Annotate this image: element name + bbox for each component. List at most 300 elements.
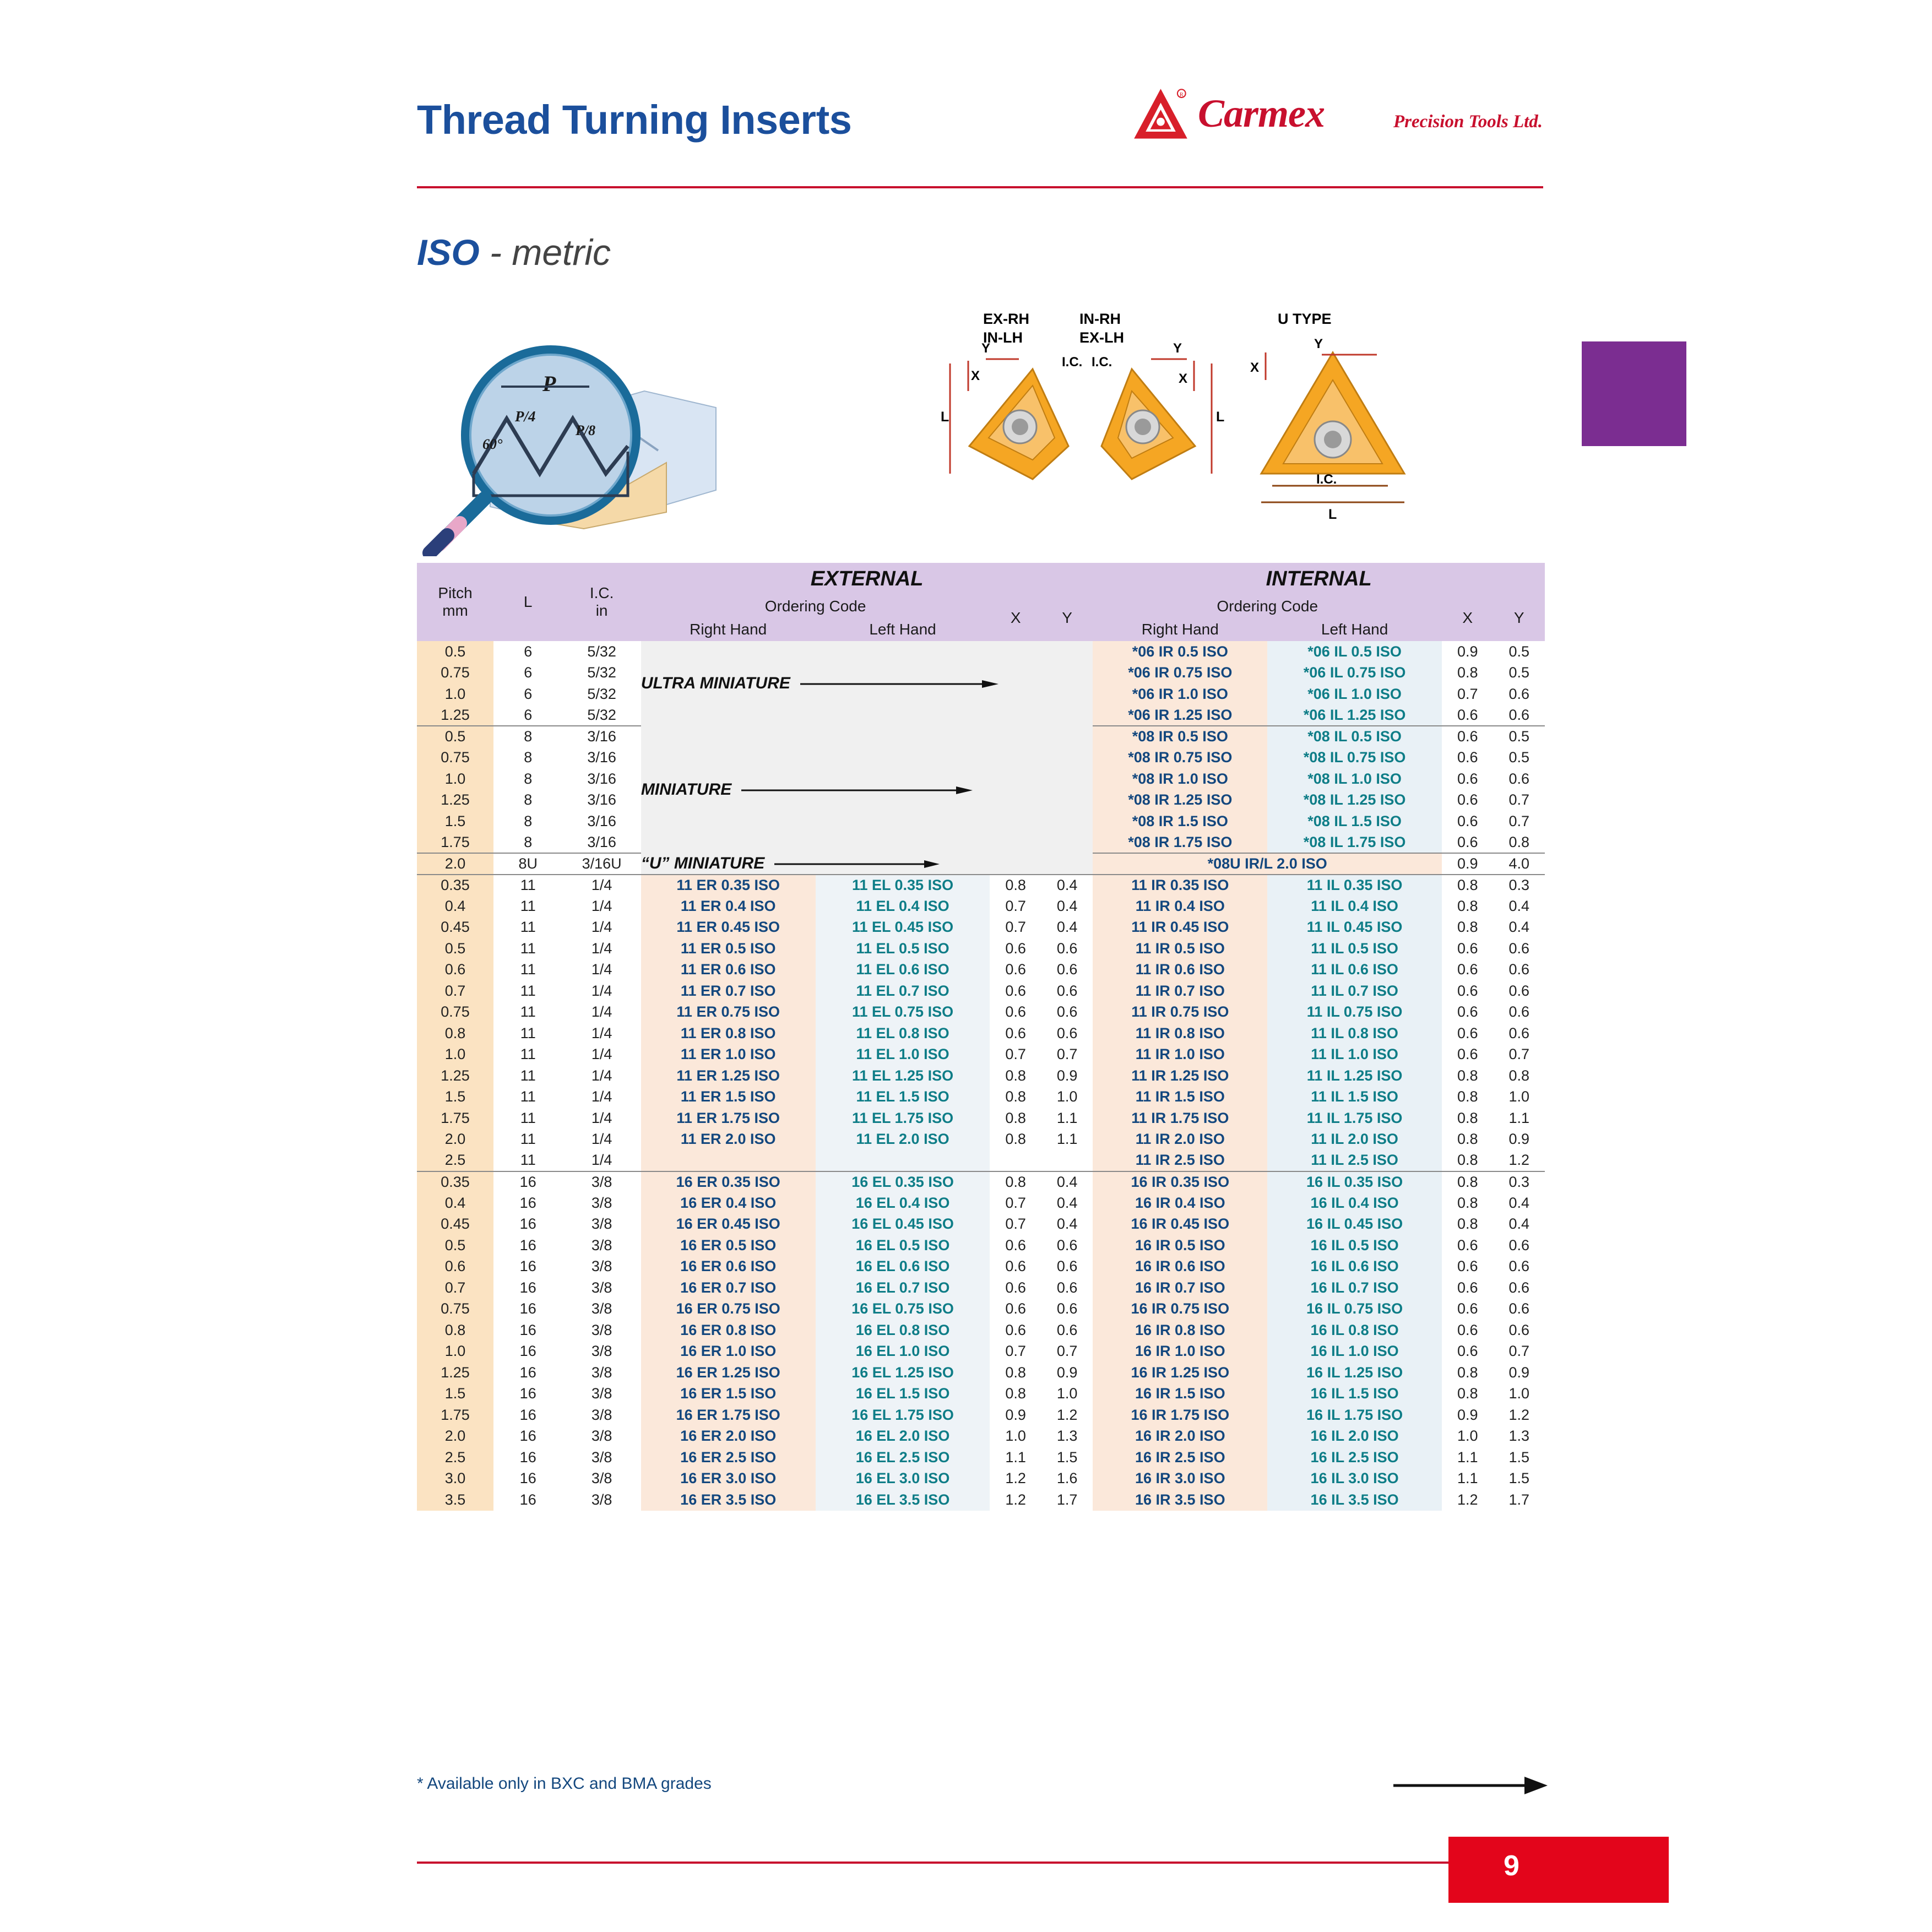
external-x-header: X (1010, 609, 1021, 626)
cell-l: 8 (493, 747, 562, 769)
cell-external-y: 0.6 (1041, 938, 1093, 959)
cell-internal-right-hand: *08 IR 1.5 ISO (1093, 811, 1267, 832)
cell-external-y: 1.3 (1041, 1426, 1093, 1447)
cell-internal-right-hand: *06 IR 0.5 ISO (1093, 641, 1267, 663)
cell-internal-y: 1.0 (1493, 1087, 1545, 1108)
cell-l: 16 (493, 1404, 562, 1426)
cell-internal-right-hand: 16 IR 1.5 ISO (1093, 1383, 1267, 1405)
cell-internal-y: 0.6 (1493, 938, 1545, 959)
cell-internal-left-hand: *06 IL 1.0 ISO (1267, 683, 1442, 705)
brand-subtitle: Precision Tools Ltd. (1393, 112, 1543, 132)
cell-pitch: 0.75 (417, 1002, 493, 1023)
cell-ic: 3/8 (562, 1299, 641, 1320)
table-row (417, 1002, 1545, 1023)
cell-internal-right-hand: 11 IR 1.25 ISO (1093, 1065, 1267, 1087)
cell-external-x: 0.6 (990, 980, 1041, 1002)
cell-pitch: 1.25 (417, 1362, 493, 1383)
cell-internal-right-hand: 11 IR 0.35 ISO (1093, 875, 1267, 896)
cell-external-left-hand: 11 EL 0.4 ISO (816, 896, 990, 917)
cell-internal-y: 1.3 (1493, 1426, 1545, 1447)
cell-external-right-hand: 16 ER 0.35 ISO (641, 1171, 816, 1193)
cell-internal-x: 0.8 (1442, 917, 1493, 938)
cell-external-y: 0.4 (1041, 1214, 1093, 1235)
cell-external-right-hand: 11 ER 0.35 ISO (641, 875, 816, 896)
cell-external-x: 0.7 (990, 1192, 1041, 1214)
cell-external-x: 0.6 (990, 938, 1041, 959)
cell-internal-y: 1.2 (1493, 1404, 1545, 1426)
cell-pitch: 2.5 (417, 1447, 493, 1468)
cell-internal-left-hand: *08 IL 1.5 ISO (1267, 811, 1442, 832)
table-row (417, 1362, 1545, 1383)
cell-ic: 3/8 (562, 1277, 641, 1299)
cell-internal-left-hand: 11 IL 1.0 ISO (1267, 1044, 1442, 1066)
cell-internal-y: 4.0 (1493, 853, 1545, 875)
cell-l: 16 (493, 1447, 562, 1468)
cell-internal-x: 1.2 (1442, 1489, 1493, 1511)
cell-ic: 1/4 (562, 1023, 641, 1044)
cell-l: 16 (493, 1277, 562, 1299)
cell-internal-y: 0.6 (1493, 980, 1545, 1002)
cell-internal-left-hand: 16 IL 3.5 ISO (1267, 1489, 1442, 1511)
cell-external-left-hand (816, 1150, 990, 1171)
cell-internal-x: 0.6 (1442, 980, 1493, 1002)
external-ordering-code-header: Ordering Code (764, 598, 866, 615)
svg-text:P/4: P/4 (515, 408, 536, 425)
svg-text:I.C.: I.C. (1062, 355, 1083, 370)
cell-internal-x: 0.6 (1442, 959, 1493, 981)
cell-internal-x: 0.6 (1442, 1044, 1493, 1066)
cell-pitch: 0.5 (417, 1235, 493, 1256)
cell-external-x: 0.6 (990, 1023, 1041, 1044)
group-header-internal: INTERNAL (1266, 567, 1372, 590)
cell-l: 8 (493, 811, 562, 832)
cell-ic: 1/4 (562, 1150, 641, 1171)
cell-internal-x: 1.1 (1442, 1468, 1493, 1490)
cell-external-y: 0.4 (1041, 875, 1093, 896)
svg-text:IN-LH: IN-LH (983, 329, 1023, 346)
cell-pitch: 0.5 (417, 938, 493, 959)
cell-external-x: 0.8 (990, 1129, 1041, 1150)
cell-internal-left-hand: 16 IL 1.5 ISO (1267, 1383, 1442, 1405)
cell-external-x: 0.6 (990, 1277, 1041, 1299)
cell-internal-right-hand: *06 IR 0.75 ISO (1093, 663, 1267, 684)
cell-internal-y: 1.2 (1493, 1150, 1545, 1171)
cell-external-left-hand: 16 EL 1.25 ISO (816, 1362, 990, 1383)
cell-internal-y: 0.6 (1493, 1277, 1545, 1299)
table-row (417, 1235, 1545, 1256)
iso-metric-insert-table (417, 563, 1545, 1511)
cell-l: 11 (493, 959, 562, 981)
cell-ic: 3/8 (562, 1320, 641, 1341)
cell-pitch: 0.7 (417, 1277, 493, 1299)
cell-external-x: 0.8 (990, 1108, 1041, 1129)
cell-external-y: 0.4 (1041, 896, 1093, 917)
cell-l: 16 (493, 1192, 562, 1214)
cell-internal-right-hand: 11 IR 0.45 ISO (1093, 917, 1267, 938)
cell-external-right-hand: 16 ER 2.5 ISO (641, 1447, 816, 1468)
cell-external-y: 1.0 (1041, 1087, 1093, 1108)
cell-l: 6 (493, 663, 562, 684)
cell-l: 11 (493, 1150, 562, 1171)
cell-external-left-hand: 16 EL 3.5 ISO (816, 1489, 990, 1511)
cell-external-x: 0.7 (990, 917, 1041, 938)
cell-internal-x: 0.6 (1442, 1256, 1493, 1278)
page-title: Thread Turning Inserts (417, 97, 852, 143)
note-u-miniature: “U” MINIATURE (641, 853, 1093, 875)
cell-external-right-hand: 16 ER 3.0 ISO (641, 1468, 816, 1490)
cell-l: 16 (493, 1468, 562, 1490)
cell-external-y: 0.6 (1041, 1320, 1093, 1341)
cell-internal-y: 0.8 (1493, 832, 1545, 854)
table-row (417, 896, 1545, 917)
col-header-pitch: Pitch mm (438, 584, 473, 619)
cell-internal-x: 0.8 (1442, 1150, 1493, 1171)
cell-external-x: 0.6 (990, 1320, 1041, 1341)
cell-internal-y: 0.4 (1493, 917, 1545, 938)
cell-internal-right-hand: 16 IR 2.5 ISO (1093, 1447, 1267, 1468)
cell-internal-y: 1.5 (1493, 1447, 1545, 1468)
cell-external-x: 0.6 (990, 1002, 1041, 1023)
cell-external-right-hand: 11 ER 1.5 ISO (641, 1087, 816, 1108)
cell-internal-right-hand: 16 IR 0.5 ISO (1093, 1235, 1267, 1256)
cell-pitch: 0.35 (417, 1171, 493, 1193)
cell-internal-left-hand: *08 IL 1.0 ISO (1267, 768, 1442, 790)
cell-l: 11 (493, 1023, 562, 1044)
cell-internal-left-hand: 16 IL 2.5 ISO (1267, 1447, 1442, 1468)
table-row (417, 1044, 1545, 1066)
cell-external-y: 0.6 (1041, 959, 1093, 981)
cell-external-x: 0.6 (990, 1299, 1041, 1320)
cell-internal-x: 0.6 (1442, 1235, 1493, 1256)
cell-ic: 3/8 (562, 1235, 641, 1256)
cell-internal-y: 0.9 (1493, 1129, 1545, 1150)
svg-text:Y: Y (981, 341, 991, 356)
table-row (417, 641, 1545, 663)
cell-ic: 5/32 (562, 663, 641, 684)
cell-ic: 3/16U (562, 853, 641, 875)
external-y-header: Y (1062, 609, 1072, 626)
page-number: 9 (1504, 1850, 1519, 1882)
cell-pitch: 1.25 (417, 705, 493, 726)
svg-text:Y: Y (1173, 341, 1182, 356)
cell-external-y: 0.9 (1041, 1362, 1093, 1383)
note-miniature: MINIATURE (641, 726, 1093, 853)
cell-external-left-hand: 11 EL 1.75 ISO (816, 1108, 990, 1129)
external-left-hand-header: Left Hand (869, 621, 936, 638)
cell-l: 11 (493, 1087, 562, 1108)
table-row (417, 917, 1545, 938)
table-row (417, 1150, 1545, 1171)
cell-internal-left-hand: 11 IL 2.0 ISO (1267, 1129, 1442, 1150)
cell-l: 16 (493, 1171, 562, 1193)
cell-internal-y: 1.5 (1493, 1468, 1545, 1490)
cell-internal-x: 0.8 (1442, 1383, 1493, 1405)
cell-ic: 3/8 (562, 1404, 641, 1426)
cell-external-right-hand: 16 ER 1.25 ISO (641, 1362, 816, 1383)
cell-external-left-hand: 16 EL 0.35 ISO (816, 1171, 990, 1193)
cell-ic: 3/8 (562, 1341, 641, 1363)
cell-internal-right-hand: 16 IR 3.5 ISO (1093, 1489, 1267, 1511)
cell-pitch: 0.4 (417, 1192, 493, 1214)
svg-text:Y: Y (1314, 337, 1323, 351)
cell-ic: 1/4 (562, 959, 641, 981)
page-number-box (1448, 1837, 1669, 1903)
cell-pitch: 0.7 (417, 980, 493, 1002)
cell-internal-left-hand: 11 IL 0.5 ISO (1267, 938, 1442, 959)
cell-ic: 1/4 (562, 980, 641, 1002)
cell-external-right-hand: 16 ER 3.5 ISO (641, 1489, 816, 1511)
table-row (417, 1426, 1545, 1447)
cell-internal-right-hand: *08 IR 1.25 ISO (1093, 790, 1267, 811)
cell-pitch: 1.0 (417, 1341, 493, 1363)
cell-pitch: 0.45 (417, 917, 493, 938)
footer-divider (417, 1862, 1543, 1864)
cell-pitch: 1.25 (417, 1065, 493, 1087)
cell-internal-left-hand: *06 IL 0.5 ISO (1267, 641, 1442, 663)
cell-external-right-hand: 11 ER 0.75 ISO (641, 1002, 816, 1023)
cell-internal-x: 0.8 (1442, 663, 1493, 684)
cell-external-left-hand: 16 EL 1.5 ISO (816, 1383, 990, 1405)
cell-ic: 5/32 (562, 641, 641, 663)
cell-internal-y: 0.5 (1493, 726, 1545, 747)
section-title-thin: - metric (479, 232, 611, 273)
cell-external-right-hand (641, 1150, 816, 1171)
cell-external-y: 0.7 (1041, 1341, 1093, 1363)
cell-internal-left-hand: 16 IL 0.4 ISO (1267, 1192, 1442, 1214)
cell-internal-left-hand: 11 IL 0.35 ISO (1267, 875, 1442, 896)
cell-external-x: 1.2 (990, 1489, 1041, 1511)
cell-internal-right-hand: 11 IR 0.8 ISO (1093, 1023, 1267, 1044)
cell-internal-right-hand: 11 IR 2.0 ISO (1093, 1129, 1267, 1150)
cell-pitch: 1.0 (417, 768, 493, 790)
cell-internal-y: 0.5 (1493, 663, 1545, 684)
cell-internal-right-hand: 16 IR 0.7 ISO (1093, 1277, 1267, 1299)
cell-external-right-hand: 16 ER 0.75 ISO (641, 1299, 816, 1320)
cell-l: 11 (493, 980, 562, 1002)
color-swatch (1582, 341, 1686, 446)
cell-external-y: 0.6 (1041, 1277, 1093, 1299)
table-row (417, 1129, 1545, 1150)
cell-internal-x: 0.8 (1442, 1129, 1493, 1150)
cell-internal-y: 0.6 (1493, 1235, 1545, 1256)
cell-ic: 1/4 (562, 875, 641, 896)
cell-external-x: 0.7 (990, 1341, 1041, 1363)
cell-internal-left-hand: 16 IL 0.45 ISO (1267, 1214, 1442, 1235)
cell-pitch: 1.0 (417, 683, 493, 705)
cell-pitch: 2.0 (417, 853, 493, 875)
cell-pitch: 0.8 (417, 1023, 493, 1044)
cell-external-left-hand: 11 EL 0.35 ISO (816, 875, 990, 896)
cell-external-x: 0.8 (990, 1171, 1041, 1193)
cell-ic: 3/8 (562, 1192, 641, 1214)
cell-pitch: 2.0 (417, 1426, 493, 1447)
internal-x-header: X (1462, 609, 1473, 626)
cell-external-y: 0.6 (1041, 1002, 1093, 1023)
cell-ic: 3/8 (562, 1214, 641, 1235)
cell-external-left-hand: 11 EL 2.0 ISO (816, 1129, 990, 1150)
cell-internal-x: 0.9 (1442, 641, 1493, 663)
table-row (417, 980, 1545, 1002)
cell-pitch: 0.5 (417, 641, 493, 663)
table-row (417, 853, 1545, 875)
cell-internal-x: 0.6 (1442, 1320, 1493, 1341)
cell-ic: 3/8 (562, 1383, 641, 1405)
svg-text:I.C.: I.C. (1092, 355, 1112, 370)
cell-l: 8U (493, 853, 562, 875)
cell-l: 11 (493, 1108, 562, 1129)
cell-internal-y: 0.8 (1493, 1065, 1545, 1087)
cell-internal-code-merged: *08U IR/L 2.0 ISO (1093, 853, 1442, 875)
svg-text:I.C.: I.C. (1316, 472, 1337, 487)
cell-l: 16 (493, 1320, 562, 1341)
cell-external-y: 1.6 (1041, 1468, 1093, 1490)
cell-internal-left-hand: 16 IL 0.5 ISO (1267, 1235, 1442, 1256)
cell-external-y: 1.0 (1041, 1383, 1093, 1405)
cell-ic: 1/4 (562, 938, 641, 959)
cell-pitch: 1.5 (417, 1383, 493, 1405)
cell-external-left-hand: 11 EL 0.75 ISO (816, 1002, 990, 1023)
cell-pitch: 0.75 (417, 1299, 493, 1320)
cell-l: 16 (493, 1341, 562, 1363)
cell-external-y: 0.6 (1041, 1256, 1093, 1278)
cell-external-x: 0.6 (990, 1235, 1041, 1256)
cell-pitch: 1.75 (417, 832, 493, 854)
cell-internal-x: 1.0 (1442, 1426, 1493, 1447)
cell-internal-left-hand: 16 IL 3.0 ISO (1267, 1468, 1442, 1490)
cell-external-y: 1.1 (1041, 1108, 1093, 1129)
cell-l: 11 (493, 917, 562, 938)
cell-internal-y: 0.6 (1493, 1002, 1545, 1023)
brand-name: Carmex (1198, 91, 1325, 135)
svg-text:60°: 60° (482, 436, 503, 452)
cell-external-y: 0.6 (1041, 1023, 1093, 1044)
cell-internal-x: 0.9 (1442, 853, 1493, 875)
cell-internal-right-hand: 11 IR 0.5 ISO (1093, 938, 1267, 959)
table-row (417, 1087, 1545, 1108)
cell-external-left-hand: 16 EL 0.7 ISO (816, 1277, 990, 1299)
cell-l: 16 (493, 1299, 562, 1320)
cell-pitch: 0.45 (417, 1214, 493, 1235)
cell-external-left-hand: 16 EL 0.5 ISO (816, 1235, 990, 1256)
cell-internal-right-hand: 11 IR 1.75 ISO (1093, 1108, 1267, 1129)
table-row (417, 1214, 1545, 1235)
cell-external-y: 1.1 (1041, 1129, 1093, 1150)
cell-internal-y: 0.7 (1493, 1341, 1545, 1363)
cell-external-left-hand: 11 EL 0.5 ISO (816, 938, 990, 959)
cell-internal-left-hand: 16 IL 0.35 ISO (1267, 1171, 1442, 1193)
cell-internal-right-hand: 11 IR 0.7 ISO (1093, 980, 1267, 1002)
cell-internal-y: 1.0 (1493, 1383, 1545, 1405)
svg-text:P/8: P/8 (576, 422, 596, 438)
cell-internal-y: 0.6 (1493, 1256, 1545, 1278)
cell-external-right-hand: 11 ER 2.0 ISO (641, 1129, 816, 1150)
svg-text:R: R (1179, 91, 1184, 98)
svg-text:IN-RH: IN-RH (1079, 311, 1121, 327)
internal-right-hand-header: Right Hand (1141, 621, 1219, 638)
cell-external-x (990, 1150, 1041, 1171)
cell-pitch: 1.0 (417, 1044, 493, 1066)
cell-external-x: 0.8 (990, 1065, 1041, 1087)
cell-external-left-hand: 11 EL 1.5 ISO (816, 1087, 990, 1108)
cell-ic: 1/4 (562, 1002, 641, 1023)
cell-external-right-hand: 16 ER 1.75 ISO (641, 1404, 816, 1426)
cell-external-right-hand: 16 ER 1.5 ISO (641, 1383, 816, 1405)
cell-l: 16 (493, 1362, 562, 1383)
cell-external-left-hand: 11 EL 0.6 ISO (816, 959, 990, 981)
cell-internal-right-hand: *06 IR 1.0 ISO (1093, 683, 1267, 705)
cell-ic: 1/4 (562, 1087, 641, 1108)
cell-l: 8 (493, 790, 562, 811)
table-row (417, 1383, 1545, 1405)
note-ultra-miniature: ULTRA MINIATURE (641, 641, 1093, 726)
cell-internal-right-hand: 11 IR 1.5 ISO (1093, 1087, 1267, 1108)
cell-ic: 5/32 (562, 705, 641, 726)
table-row (417, 1299, 1545, 1320)
cell-pitch: 0.5 (417, 726, 493, 747)
cell-external-y: 0.4 (1041, 1171, 1093, 1193)
cell-internal-y: 0.6 (1493, 1023, 1545, 1044)
cell-l: 16 (493, 1256, 562, 1278)
cell-internal-left-hand: 11 IL 0.75 ISO (1267, 1002, 1442, 1023)
internal-left-hand-header: Left Hand (1321, 621, 1388, 638)
table-row (417, 1171, 1545, 1193)
cell-pitch: 0.6 (417, 959, 493, 981)
cell-ic: 3/16 (562, 747, 641, 769)
table-row (417, 1489, 1545, 1511)
section-title (417, 231, 611, 273)
cell-external-right-hand: 16 ER 0.5 ISO (641, 1235, 816, 1256)
svg-text:X: X (1179, 371, 1188, 386)
cell-external-right-hand: 11 ER 0.8 ISO (641, 1023, 816, 1044)
cell-internal-y: 0.4 (1493, 1214, 1545, 1235)
cell-external-y: 0.7 (1041, 1044, 1093, 1066)
cell-internal-left-hand: 11 IL 0.7 ISO (1267, 980, 1442, 1002)
cell-external-y: 0.9 (1041, 1065, 1093, 1087)
table-row (417, 1341, 1545, 1363)
cell-external-x: 0.7 (990, 896, 1041, 917)
cell-internal-right-hand: 16 IR 0.75 ISO (1093, 1299, 1267, 1320)
cell-l: 6 (493, 705, 562, 726)
cell-internal-left-hand: 11 IL 1.25 ISO (1267, 1065, 1442, 1087)
table-row (417, 1277, 1545, 1299)
cell-internal-x: 0.8 (1442, 1171, 1493, 1193)
cell-external-y: 1.5 (1041, 1447, 1093, 1468)
cell-internal-y: 0.5 (1493, 747, 1545, 769)
cell-internal-y: 0.6 (1493, 768, 1545, 790)
cell-internal-x: 0.7 (1442, 683, 1493, 705)
cell-internal-left-hand: 11 IL 1.75 ISO (1267, 1108, 1442, 1129)
cell-ic: 3/8 (562, 1468, 641, 1490)
group-header-external: EXTERNAL (810, 567, 924, 590)
cell-internal-left-hand: *06 IL 1.25 ISO (1267, 705, 1442, 726)
cell-l: 11 (493, 1065, 562, 1087)
cell-internal-x: 0.8 (1442, 1087, 1493, 1108)
cell-pitch: 0.4 (417, 896, 493, 917)
cell-external-x: 0.8 (990, 1087, 1041, 1108)
cell-internal-left-hand: 16 IL 0.75 ISO (1267, 1299, 1442, 1320)
cell-internal-y: 0.6 (1493, 683, 1545, 705)
cell-internal-y: 1.1 (1493, 1108, 1545, 1129)
cell-pitch: 1.5 (417, 1087, 493, 1108)
cell-ic: 3/16 (562, 811, 641, 832)
cell-external-left-hand: 16 EL 0.75 ISO (816, 1299, 990, 1320)
cell-external-y: 1.7 (1041, 1489, 1093, 1511)
cell-external-left-hand: 16 EL 3.0 ISO (816, 1468, 990, 1490)
cell-external-y: 0.6 (1041, 1299, 1093, 1320)
col-header-l: L (523, 593, 533, 610)
cell-internal-x: 0.8 (1442, 1214, 1493, 1235)
cell-internal-right-hand: *08 IR 0.75 ISO (1093, 747, 1267, 769)
